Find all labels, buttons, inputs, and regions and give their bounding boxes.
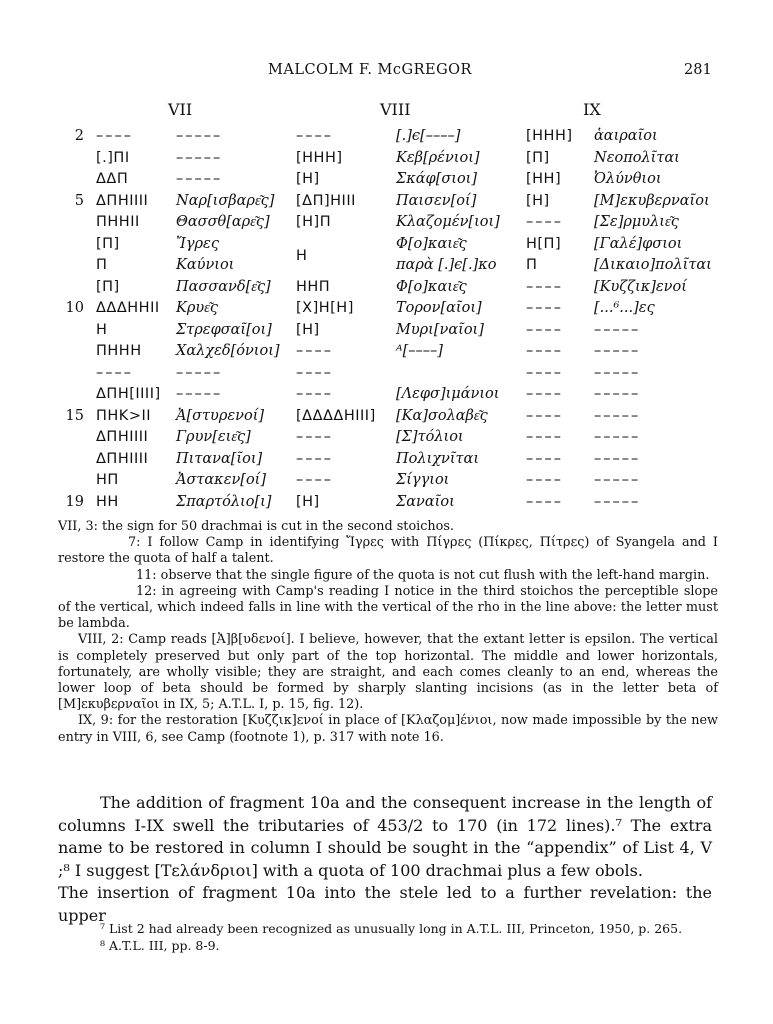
vii-quota: H [96,321,108,338]
vii-quota: ΔΠΗΙΙΙΙ [96,429,149,445]
vii-city: Πιτανα[ῖοι] [176,450,263,467]
viii-quota: H [296,248,308,264]
ix-quota: Η[Π] [526,235,562,252]
vii-quota: [Π] [96,278,120,295]
ix-city: ––––– [594,450,641,467]
vii-quota: [.]ΠΙ [96,149,130,166]
body-paragraph: The addition of fragment 10a and the consequent increase in the length of columns I-IX swell the tributaries of 453/2 to 170 (in 172 lines).⁷ The extra name to be restored in column I should be sought in the “appendix” of List 4, V ;⁸ I suggest [Τελάνδριοι] with a quota of 100 drachmai plus a few obols. [58,793,712,880]
note: IX, 9: for the restoration [Κυζζικ]ενοί in place of [Κλαζομ]ένιοι, now made impossible by the new entry in VIII, 6, see Camp (footnote 1), p. 317 with note 16. [58,713,718,745]
viii-quota: –––– [296,128,333,144]
ix-city: ––––– [594,407,641,424]
vii-city: Γρυν[ειε͂ς] [176,429,251,445]
viii-city: Σίγγιοι [396,472,450,488]
author-name: MALCOLM F. McGREGOR [268,62,472,78]
ix-city: ––––– [594,429,641,445]
vii-city: ––––– [176,364,223,381]
viii-quota: –––– [296,472,333,488]
viii-city: Μυρι[ναῖοι] [396,321,484,338]
table-row [0,193,773,215]
ix-quota: –––– [526,472,563,488]
page-number: 281 [684,62,712,78]
ix-city: ––––– [594,364,641,381]
ix-city: [Σε]ρμυλιε͂ς [594,214,679,230]
table-row [0,429,773,451]
table-row [0,451,773,473]
table-row [0,279,773,301]
ix-city: [Δικαιο]πολῖται [594,257,712,273]
footnote: ⁷ List 2 had already been recognized as unusually long in A.T.L. III, Princeton, 1950, p. 265. [100,921,683,936]
viii-city: Σκάφ[σιοι] [396,171,478,187]
viii-city: Παισεν[οί] [396,192,477,209]
vii-city: Ἴγρες [176,235,219,252]
vii-quota: ΠΗΚ>ΙΙ [96,407,152,424]
ix-city: [Μ]εκυβερναῖοι [594,192,710,209]
ix-quota: –––– [526,450,563,467]
ix-quota: –––– [526,407,563,424]
viii-quota: [H] [296,321,320,338]
viii-city: Φ[ο]καιε͂ς [396,278,467,295]
ix-quota: –––– [526,343,563,359]
vii-city: Στρεφσαῖ[οι] [176,321,272,338]
body-paragraph: The insertion of fragment 10a into the stele led to a further revelation: the upper [58,883,712,925]
ix-city: [Κυζζικ]ενοί [594,278,687,295]
ix-quota: –––– [526,386,563,402]
viii-quota: [X]H[H] [296,300,354,316]
vii-quota: ΔΠΗ[IIII] [96,386,161,402]
viii-quota: [H]Π [296,214,332,230]
table-row [0,128,773,150]
running-head [0,0,773,78]
viii-quota: –––– [296,450,333,467]
table-row [0,408,773,430]
vii-city: ––––– [176,149,223,166]
ix-city: ἁαιραῖοι [594,128,658,144]
line-number: 19 [65,493,84,510]
vii-city: Θασσθ[αρε͂ς] [176,214,270,230]
viii-city: Κλαζομέν[ιοι] [396,214,500,230]
viii-quota: –––– [296,343,333,359]
body-text [58,792,712,927]
table-row [0,300,773,322]
note: 7: I follow Camp in identifying Ἴγρες with Πίγρες (Πίκρες, Πίτρες) of Syangela and I restore the quota of half a talent. [58,535,718,567]
note: VIII, 2: Camp reads [Ἀ]β[υδενοί]. I believe, however, that the extant letter is epsilon. The vertical is completely preserved but only part of the top horizontal. The middle and lower horizontals, fortunately, are wholly visible; they are straight, and each comes cleanly to an end, whereas the lower loop of beta should be formed by sharply slanting incisions (as in the letter beta of [Μ]εκυβερναῖοι in IX, 5; A.T.L. I, p. 15, fig. 12). [58,632,718,713]
table-row [0,150,773,172]
viii-city: [Λεφσ]ιμάνιοι [396,386,500,402]
ix-city: ––––– [594,472,641,488]
viii-quota: HHΠ [296,278,331,295]
vii-quota: ΔΔΠ [96,171,129,187]
vii-city: ––––– [176,386,223,402]
ix-quota: –––– [526,278,563,295]
footnotes [58,921,712,954]
ix-quota: [HHH] [526,128,573,144]
ix-city: [Γαλέ]φσιοι [594,235,683,252]
table-row [0,322,773,344]
viii-quota: –––– [296,386,333,402]
ix-city: Νεοπολῖται [594,149,680,166]
ix-quota: –––– [526,214,563,230]
viii-city: Πολιχνῖται [396,450,480,467]
viii-quota: –––– [296,364,333,381]
ix-city: ––––– [594,493,641,510]
vii-city: Ἀ[στυρενοί] [176,407,265,424]
table-row [0,472,773,494]
viii-city: [Σ]τόλιοι [396,429,464,445]
ix-quota: –––– [526,321,563,338]
viii-quota: –––– [296,429,333,445]
vii-city: Καύνιοι [176,257,235,273]
viii-quota: [H] [296,493,320,510]
footnote: ⁸ A.T.L. III, pp. 8-9. [100,937,220,953]
viii-quota: [HHH] [296,149,343,166]
viii-city: παρὰ [.]ϵ[.]κο [396,257,497,273]
vii-city: Χαλχεδ[όνιοι] [176,343,280,359]
ix-quota: [H] [526,192,550,209]
ix-city: [...⁶...]ες [594,300,655,316]
viii-city: Τορον[αῖοι] [396,300,482,316]
vii-quota: Π [96,257,108,273]
table-row [0,236,773,258]
vii-quota: ΠΗΗΗ [96,343,142,359]
table-row [0,171,773,193]
viii-city: Φ[ο]καιε͂ς [396,235,467,252]
vii-quota: –––– [96,128,133,144]
vii-city: Πασσανδ[ε͂ς] [176,278,271,295]
viii-city: ᴬ[––––] [396,343,443,359]
vii-quota: ΔΠΗΙΙΙΙ [96,450,149,467]
ix-city: ––––– [594,321,641,338]
vii-quota: –––– [96,364,133,381]
viii-quota: [H] [296,171,320,187]
table-row [0,365,773,387]
ix-city: ––––– [594,343,641,359]
critical-notes [58,519,718,746]
ix-quota: –––– [526,493,563,510]
vii-quota: ΔΔΔΗΗΙΙ [96,300,160,316]
ix-city: ––––– [594,386,641,402]
vii-city: ––––– [176,128,223,144]
vii-quota: ΗΠ [96,472,119,488]
vii-city: Ἀστακεν[οί] [176,472,267,488]
note: 12: in agreeing with Camp's reading I notice in the third stoichos the perceptible slope of the vertical, which indeed falls in line with the vertical of the rho in the line above: the letter must be lambda. [58,583,718,632]
vii-city: Κρυε͂ς [176,300,219,316]
inscription-table [0,128,773,514]
table-row [0,343,773,365]
vii-city: ––––– [176,171,223,187]
column-heading-vii: VII [168,100,193,119]
viii-quota: [ΔΔΔΔHIII] [296,407,376,424]
ix-quota: –––– [526,364,563,381]
column-heading-ix: IX [583,100,601,119]
line-number: 5 [74,192,84,209]
viii-quota: [ΔΠ]ΗIII [296,192,356,209]
viii-city: [Κα]σολαβε͂ς [396,407,488,424]
vii-quota: ΠΗΗΙΙ [96,214,140,230]
line-number: 10 [65,300,84,316]
table-row [0,248,773,279]
line-number: 15 [65,407,84,424]
vii-quota: [Π] [96,235,120,252]
viii-city: Κεβ[ρένιοι] [396,149,480,166]
note: VII, 3: the sign for 50 drachmai is cut in the second stoichos. [58,519,454,534]
table-row [0,494,773,516]
table-row [0,214,773,236]
viii-city: Σαναῖοι [396,493,455,510]
vii-city: Σπαρτόλιο[ι] [176,493,272,510]
ix-quota: Π [526,257,538,273]
viii-city: [.]ϵ[––––] [396,128,461,144]
line-number: 2 [74,128,84,144]
column-heading-viii: VIII [380,100,411,119]
ix-quota: [Π] [526,149,550,166]
vii-quota: ΔΠΗIIII [96,192,149,209]
note: 11: observe that the single figure of the quota is not cut flush with the left-hand margin. [136,567,710,583]
vii-city: Ναρ[ισβαρε͂ς] [176,192,275,209]
ix-city: Ὀλύνθιοι [594,171,662,187]
ix-quota: [HH] [526,171,562,187]
ix-quota: –––– [526,300,563,316]
table-row [0,386,773,408]
vii-quota: HH [96,493,119,510]
ix-quota: –––– [526,429,563,445]
